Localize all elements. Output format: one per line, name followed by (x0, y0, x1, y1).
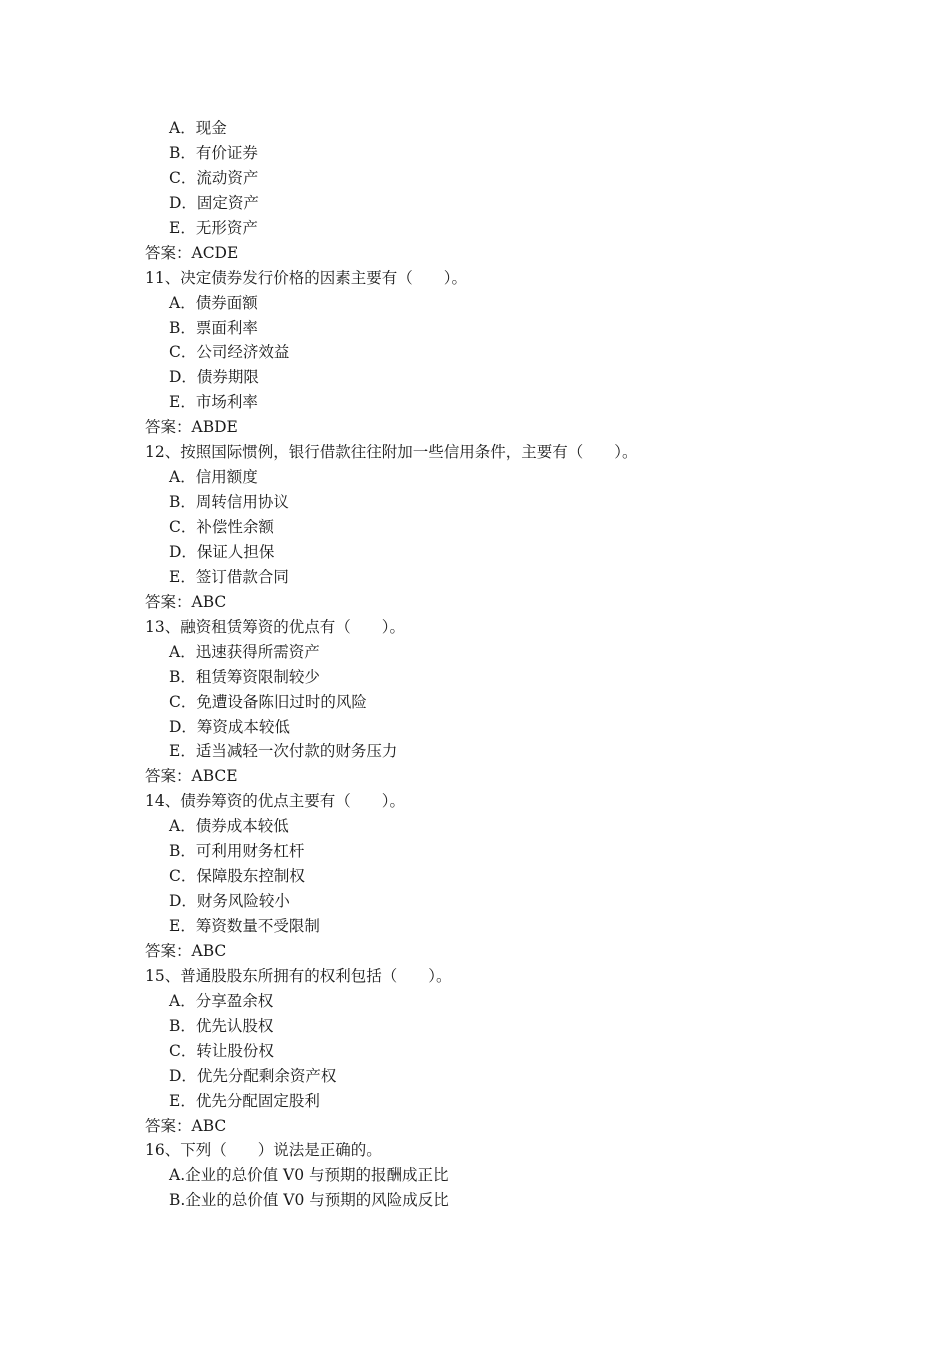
answer-text: 答案：ABC (145, 1116, 227, 1135)
option-text: A．分享盈余权 (169, 991, 274, 1010)
option-text: A．迅速获得所需资产 (169, 642, 320, 661)
option-text: E．筹资数量不受限制 (169, 917, 320, 935)
option-text: C．免遭设备陈旧过时的风险 (169, 692, 367, 711)
question-text: 15、普通股股东所拥有的权利包括（ ）。 (145, 966, 452, 985)
option-text: D．筹资成本较低 (169, 717, 290, 736)
option-text: A．债券面额 (169, 293, 258, 312)
option-text: E．优先分配固定股利 (169, 1091, 320, 1110)
document-page (0, 116, 952, 1213)
option-text: B．有价证券 (169, 143, 258, 162)
answer-text: 答案：ABC (145, 941, 227, 960)
answer-text: 答案：ABDE (145, 418, 238, 437)
option-text: B.企业的总价值 V0 与预期的风险成反比 (169, 1191, 449, 1210)
option-text: E．无形资产 (169, 218, 258, 237)
option-text: D．固定资产 (169, 193, 259, 212)
option-text: C．流动资产 (169, 168, 259, 187)
question-text: 12、按照国际惯例，银行借款往往附加一些信用条件，主要有（ ）。 (145, 443, 638, 462)
option-text: E．市场利率 (169, 393, 258, 412)
option-text: C．保障股东控制权 (169, 867, 305, 886)
option-text: A.企业的总价值 V0 与预期的报酬成正比 (169, 1166, 449, 1185)
option-text: B．优先认股权 (169, 1016, 274, 1035)
question-text: 11、决定债券发行价格的因素主要有（ ）。 (145, 268, 467, 287)
option-text: A．债券成本较低 (169, 817, 289, 836)
option-text: D．债券期限 (169, 368, 259, 387)
option-text: B．周转信用协议 (169, 493, 289, 512)
question-text: 16、下列（ ）说法是正确的。 (145, 1141, 382, 1160)
option-text: E．签订借款合同 (169, 567, 289, 586)
option-text: C．转让股份权 (169, 1041, 274, 1060)
option-text: D．保证人担保 (169, 542, 275, 561)
option-text: A．现金 (169, 119, 227, 137)
option-text: B．票面利率 (169, 318, 258, 337)
option-text: B．可利用财务杠杆 (169, 842, 305, 861)
option-text: A．信用额度 (169, 468, 258, 487)
option-text: D．财务风险较小 (169, 892, 290, 911)
option-text: D．优先分配剩余资产权 (169, 1066, 337, 1085)
answer-text: 答案：ACDE (145, 243, 239, 262)
option-text: E．适当减轻一次付款的财务压力 (169, 742, 398, 761)
answer-text: 答案：ABCE (145, 767, 238, 786)
question-text: 14、债券筹资的优点主要有（ ）。 (145, 792, 405, 811)
question-text: 13、融资租赁筹资的优点有（ ）。 (145, 617, 405, 636)
option-text: C．补偿性余额 (169, 518, 274, 536)
option-text: C．公司经济效益 (169, 343, 290, 362)
answer-text: 答案：ABC (145, 592, 227, 611)
option-text: B．租赁筹资限制较少 (169, 667, 320, 686)
